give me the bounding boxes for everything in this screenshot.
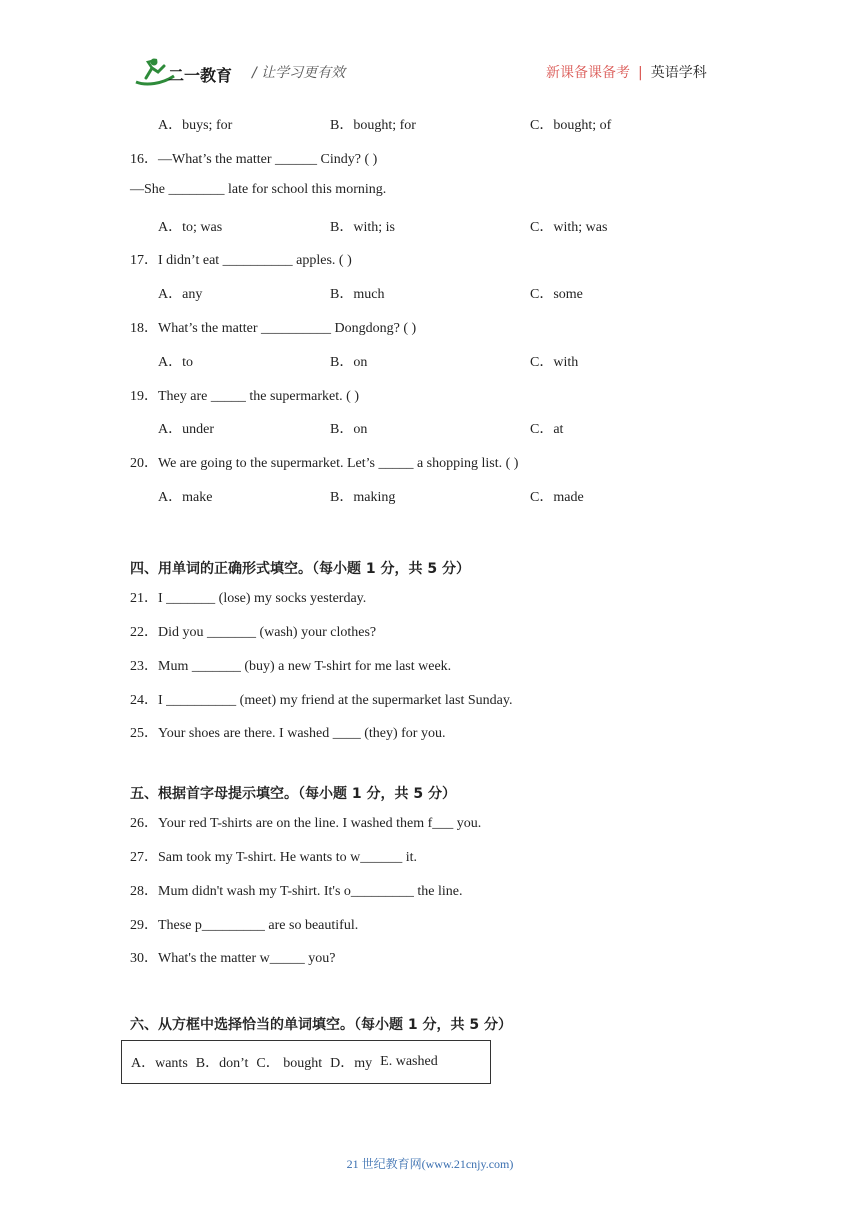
- q16-reply: —She ________ late for school this morning.: [130, 182, 387, 197]
- q21-text: 21．I _______ (lose) my socks yesterday.: [130, 591, 367, 606]
- q18-option-c: C．with: [530, 355, 579, 370]
- q22-text: 22．Did you _______ (wash) your clothes?: [130, 625, 377, 640]
- q29-text: 29．These p_________ are so beautiful.: [130, 918, 359, 933]
- q18-option-b: B．on: [330, 355, 368, 370]
- q24-text: 24．I __________ (meet) my friend at the supermarket last Sunday.: [130, 693, 513, 708]
- logo-icon: [132, 56, 242, 90]
- q19-option-c: C．at: [530, 422, 564, 437]
- slogan: / 让学习更有效: [252, 65, 346, 81]
- logo-text: 二一教育: [168, 66, 233, 85]
- q16-option-a: A．to; was: [158, 220, 223, 235]
- q16-option-b: B．with; is: [330, 220, 395, 235]
- word-box-item-c: C． bought: [256, 1056, 323, 1071]
- q25-text: 25．Your shoes are there. I washed ____ (they) for you.: [130, 726, 446, 741]
- q15-option-a: A．buys; for: [158, 118, 233, 133]
- header-subject-label: 英语学科: [650, 65, 707, 81]
- q28-text: 28．Mum didn't wash my T-shirt. It's o_________ the line.: [130, 884, 463, 899]
- word-box-item-d: D．my: [330, 1056, 373, 1071]
- header-course-label: 新课备课备考: [546, 65, 630, 81]
- q18-option-a: A．to: [158, 355, 193, 370]
- q16-option-c: C．with; was: [530, 220, 608, 235]
- q27-text: 27．Sam took my T-shirt. He wants to w______ it.: [130, 850, 417, 865]
- header-right: [546, 62, 707, 82]
- q19-option-b: B．on: [330, 422, 368, 437]
- q20-option-a: A．make: [158, 490, 213, 505]
- q17-option-c: C．some: [530, 287, 583, 302]
- q17-text: 17．I didn’t eat __________ apples. ( ): [130, 253, 352, 268]
- word-box-item-e: E. washed: [380, 1054, 438, 1069]
- word-box: [121, 1040, 491, 1084]
- section6-title: 六、从方框中选择恰当的单词填空。（每小题 1 分，共 5 分）: [130, 1017, 512, 1033]
- word-box-item-a: A．wants: [131, 1056, 188, 1071]
- section4-title: 四、用单词的正确形式填空。（每小题 1 分，共 5 分）: [130, 561, 470, 577]
- q26-text: 26．Your red T-shirts are on the line. I washed them f___ you.: [130, 816, 482, 831]
- q20-text: 20．We are going to the supermarket. Let’s _____ a shopping list. ( ): [130, 456, 519, 471]
- page-footer: 21 世纪教育网(www.21cnjy.com): [346, 1157, 514, 1171]
- q19-option-a: A．under: [158, 422, 214, 437]
- q15-option-b: B．bought; for: [330, 118, 416, 133]
- q23-text: 23．Mum _______ (buy) a new T-shirt for me last week.: [130, 659, 452, 674]
- q19-text: 19．They are _____ the supermarket. ( ): [130, 389, 359, 404]
- section5-title: 五、根据首字母提示填空。（每小题 1 分，共 5 分）: [130, 786, 456, 802]
- header-separator: |: [638, 65, 643, 81]
- q20-option-c: C．made: [530, 490, 584, 505]
- q15-option-c: C．bought; of: [530, 118, 612, 133]
- q30-text: 30．What's the matter w_____ you?: [130, 951, 336, 966]
- q16-text: 16．—What’s the matter ______ Cindy? ( ): [130, 152, 378, 167]
- word-box-item-b: B．don’t: [195, 1056, 249, 1071]
- q18-text: 18．What’s the matter __________ Dongdong? ( ): [130, 321, 417, 336]
- q17-option-b: B．much: [330, 287, 385, 302]
- q20-option-b: B．making: [330, 490, 396, 505]
- q17-option-a: A．any: [158, 287, 203, 302]
